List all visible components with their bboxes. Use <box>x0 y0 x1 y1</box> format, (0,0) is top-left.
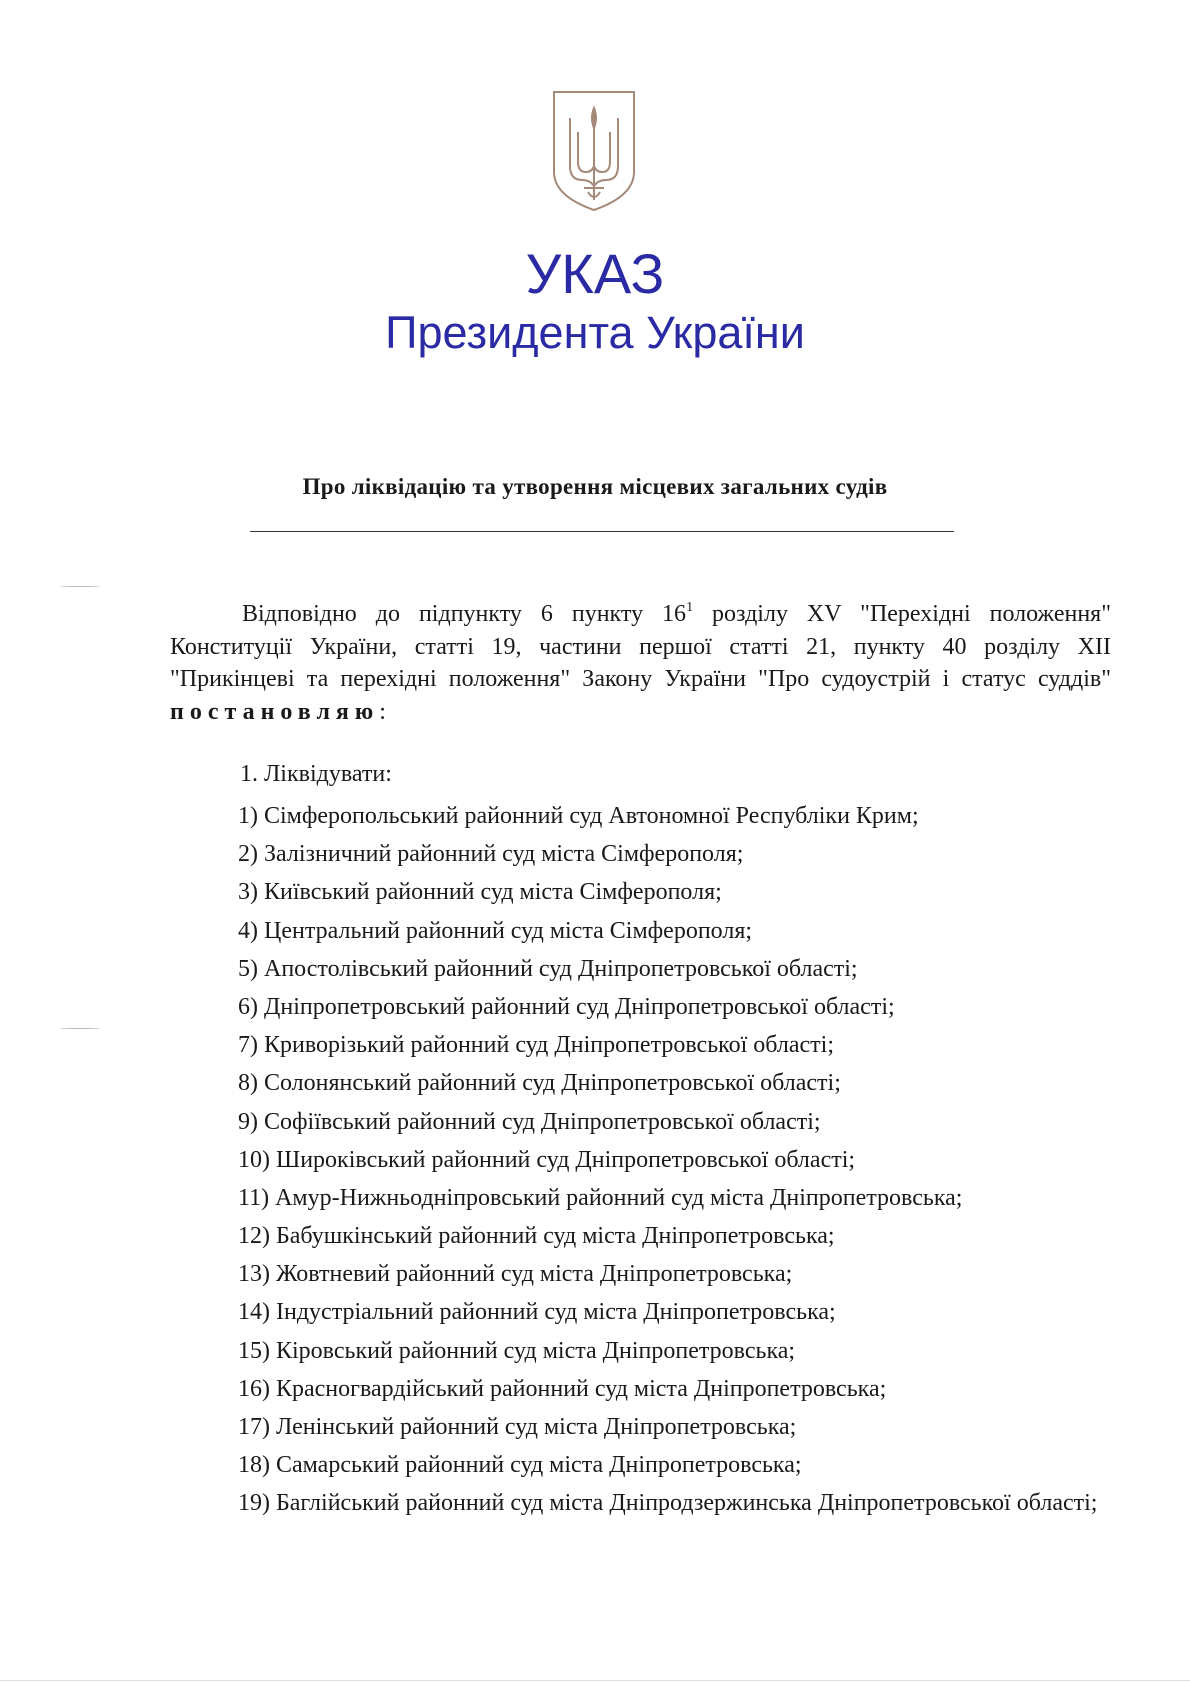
preamble-trailing: : <box>379 698 386 725</box>
list-item: 4) Центральний районний суд міста Сімферополя; <box>238 917 753 944</box>
list-item: 12) Бабушкінський районний суд міста Дніпропетровська; <box>238 1223 835 1250</box>
list-item: 19) Баглійський районний суд міста Дніпродзержинська Дніпропетровської області; <box>238 1490 1098 1517</box>
list-item: 15) Кіровський районний суд міста Дніпропетровська; <box>238 1337 796 1364</box>
list-item: 13) Жовтневий районний суд міста Дніпропетровська; <box>238 1261 793 1288</box>
list-item: 11) Амур-Нижньодніпровський районний суд міста Дніпропетровська; <box>238 1184 963 1211</box>
list-item: 10) Широківський районний суд Дніпропетровської області; <box>238 1146 856 1173</box>
decree-word: постановляю <box>170 698 380 725</box>
list-item: 5) Апостолівський районний суд Дніпропетровської області; <box>238 955 858 982</box>
preamble-text-cont: розділу XV "Перехідні положення" Конституції України, статті 19, частини першої статті 21, пункту 40 розділу XII "Прикінцеві та перехідні положення" Закону України "Про судоустрій і статус суддів" <box>170 601 1111 692</box>
list-item: 2) Залізничний районний суд міста Сімферополя; <box>238 841 744 868</box>
scan-mark <box>60 1028 100 1029</box>
list-item: 7) Криворізький районний суд Дніпропетровської області; <box>238 1032 834 1059</box>
preamble-text: Відповідно до підпункту 6 пункту 16 <box>242 601 687 627</box>
list-item: 18) Самарський районний суд міста Дніпропетровська; <box>238 1452 802 1479</box>
courts-to-liquidate-list <box>170 800 1111 1526</box>
decree-subject: Про ліквідацію та утворення місцевих загальних судів <box>302 474 888 499</box>
list-item: 8) Солонянський районний суд Дніпропетровської області; <box>238 1070 841 1097</box>
decree-title: УКАЗ <box>525 242 665 305</box>
list-item: 6) Дніпропетровський районний суд Дніпропетровської області; <box>238 993 895 1020</box>
subject-underline <box>250 531 954 532</box>
ukrainian-trident-emblem-icon <box>550 88 638 214</box>
list-item: 17) Ленінський районний суд міста Дніпропетровська; <box>238 1414 797 1440</box>
list-item: 1) Сімферопольський районний суд Автономної Республіки Крим; <box>238 803 919 829</box>
list-item: 9) Софіївський районний суд Дніпропетровської області; <box>238 1108 821 1135</box>
list-item: 16) Красногвардійський районний суд міста Дніпропетровська; <box>238 1375 887 1402</box>
point-1-heading: 1. Ліквідувати: <box>240 761 392 787</box>
list-item: 14) Індустріальний районний суд міста Дніпропетровська; <box>238 1299 836 1326</box>
page-edge <box>0 1680 1190 1681</box>
preamble-paragraph <box>170 598 1111 728</box>
decree-issuer: Президента України <box>385 307 805 358</box>
list-item: 3) Київський районний суд міста Сімферополя; <box>238 879 722 906</box>
scan-mark <box>60 586 100 587</box>
preamble-superscript: 1 <box>686 600 694 615</box>
